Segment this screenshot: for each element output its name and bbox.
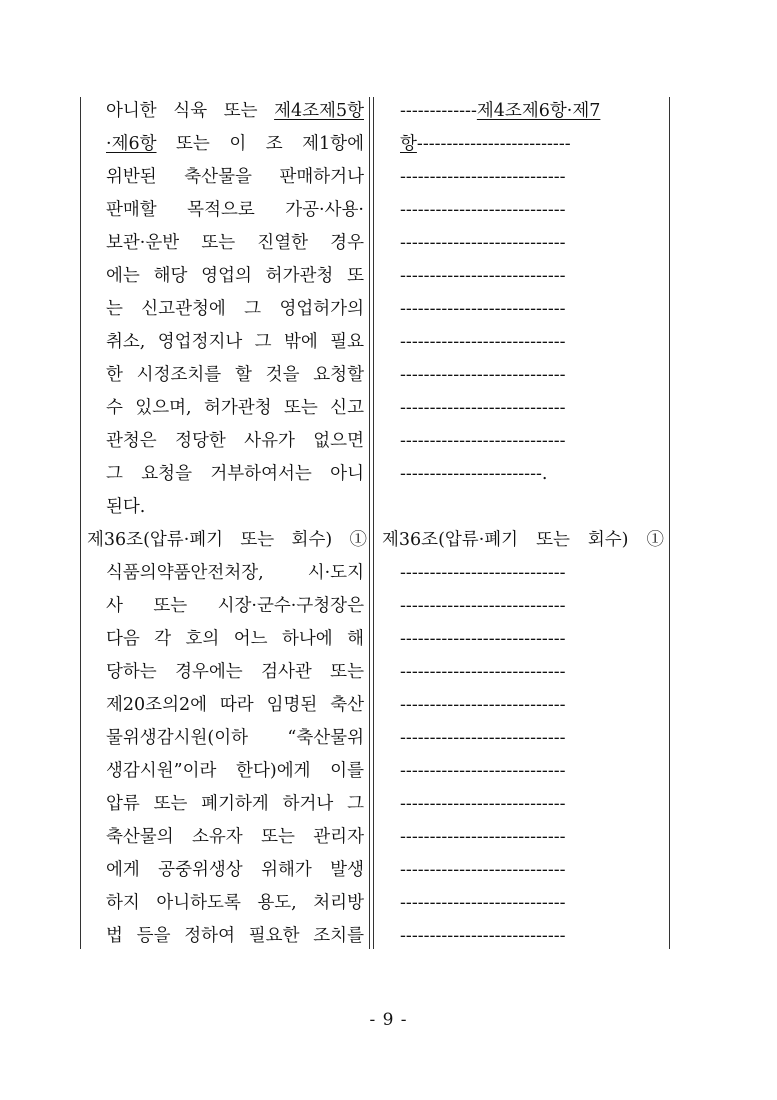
left-line: 제20조의2에 따라 임명된 축산 xyxy=(106,695,364,715)
omission-dashes: ---------------------------- xyxy=(400,332,566,352)
left-line: 관청은 정당한 사유가 없으면 xyxy=(106,431,364,451)
omission-dashes: ---------------------------- xyxy=(400,596,566,616)
left-line-2 xyxy=(106,133,364,155)
left-line: 생감시원”이라 한다)에게 이를 xyxy=(106,761,364,781)
left-line: 에게 공중위생상 위해가 발생 xyxy=(106,860,364,880)
omission-dashes: -------------------------- xyxy=(416,134,571,154)
left-line: 그 요청을 거부하여서는 아니 xyxy=(106,464,364,484)
omission-dashes: ---------------------------- xyxy=(400,299,566,319)
omission-dashes: ---------------------------- xyxy=(400,860,566,880)
left-line-1 xyxy=(106,100,364,122)
omission-dashes: ---------------------------- xyxy=(400,893,566,913)
left-line: 취소, 영업정지나 그 밖에 필요 xyxy=(106,332,364,352)
omission-dashes: ------------- xyxy=(400,101,477,121)
omission-dashes: ---------------------------- xyxy=(400,695,566,715)
table-right-border xyxy=(669,97,670,949)
left-line: 된다. xyxy=(106,497,146,517)
comparison-table xyxy=(80,97,670,949)
column-divider xyxy=(369,97,370,949)
omission-dashes: ---------------------------- xyxy=(400,200,566,220)
left-line: 축산물의 소유자 또는 관리자 xyxy=(106,827,364,847)
left-line: 당하는 경우에는 검사관 또는 xyxy=(106,662,364,682)
amended-reference: 제4조제5항 xyxy=(274,101,364,121)
left-line: 식품의약품안전처장, 시·도지 xyxy=(106,563,364,583)
omission-dashes: ---------------------------- xyxy=(400,629,566,649)
amended-reference: ·제6항 xyxy=(106,134,157,154)
left-line: 압류 또는 폐기하게 하거나 그 xyxy=(106,794,364,814)
right-line-1 xyxy=(400,100,662,122)
omission-dashes: ---------------------------- xyxy=(400,794,566,814)
left-line: 보관·운반 또는 진열한 경우 xyxy=(106,233,364,253)
left-line: 물위생감시원(이하 “축산물위 xyxy=(106,728,364,748)
amended-reference: 제4조제6항·제7 xyxy=(476,101,601,121)
amended-reference: 항 xyxy=(400,134,417,154)
left-line: 판매할 목적으로 가공·사용· xyxy=(106,200,364,220)
omission-dashes: ---------------------------- xyxy=(400,761,566,781)
article-36-heading-amended: 제36조(압류·폐기 또는 회수) ① xyxy=(382,530,664,550)
omission-dashes: ---------------------------- xyxy=(400,365,566,385)
omission-dashes-end: ------------------------. xyxy=(400,464,548,484)
left-line: 에는 해당 영업의 허가관청 또 xyxy=(106,266,364,286)
left-line: 법 등을 정하여 필요한 조치를 xyxy=(106,926,364,946)
column-divider-double xyxy=(373,97,374,949)
left-line: 한 시정조치를 할 것을 요청할 xyxy=(106,365,364,385)
omission-dashes: ---------------------------- xyxy=(400,728,566,748)
omission-dashes: ---------------------------- xyxy=(400,926,566,946)
right-line-2 xyxy=(400,133,662,155)
left-line: 수 있으며, 허가관청 또는 신고 xyxy=(106,398,364,418)
omission-dashes: ---------------------------- xyxy=(400,233,566,253)
left-line: 하지 아니하도록 용도, 처리방 xyxy=(106,893,364,913)
left-line: 는 신고관청에 그 영업허가의 xyxy=(106,299,364,319)
left-line: 다음 각 호의 어느 하나에 해 xyxy=(106,629,364,649)
left-line-2-text: 또는 이 조 제1항에 xyxy=(156,134,364,154)
omission-dashes: ---------------------------- xyxy=(400,563,566,583)
omission-dashes: ---------------------------- xyxy=(400,431,566,451)
omission-dashes: ---------------------------- xyxy=(400,266,566,286)
table-left-border xyxy=(80,97,81,949)
omission-dashes: ---------------------------- xyxy=(400,398,566,418)
omission-dashes: ---------------------------- xyxy=(400,167,566,187)
left-line: 위반된 축산물을 판매하거나 xyxy=(106,167,364,187)
omission-dashes: ---------------------------- xyxy=(400,662,566,682)
omission-dashes: ---------------------------- xyxy=(400,827,566,847)
article-36-heading-current: 제36조(압류·폐기 또는 회수) ① xyxy=(87,530,367,550)
left-line: 사 또는 시장·군수·구청장은 xyxy=(106,596,364,616)
left-line-1-text: 아니한 식육 또는 xyxy=(106,101,275,121)
page-number: - 9 - xyxy=(369,1010,408,1030)
